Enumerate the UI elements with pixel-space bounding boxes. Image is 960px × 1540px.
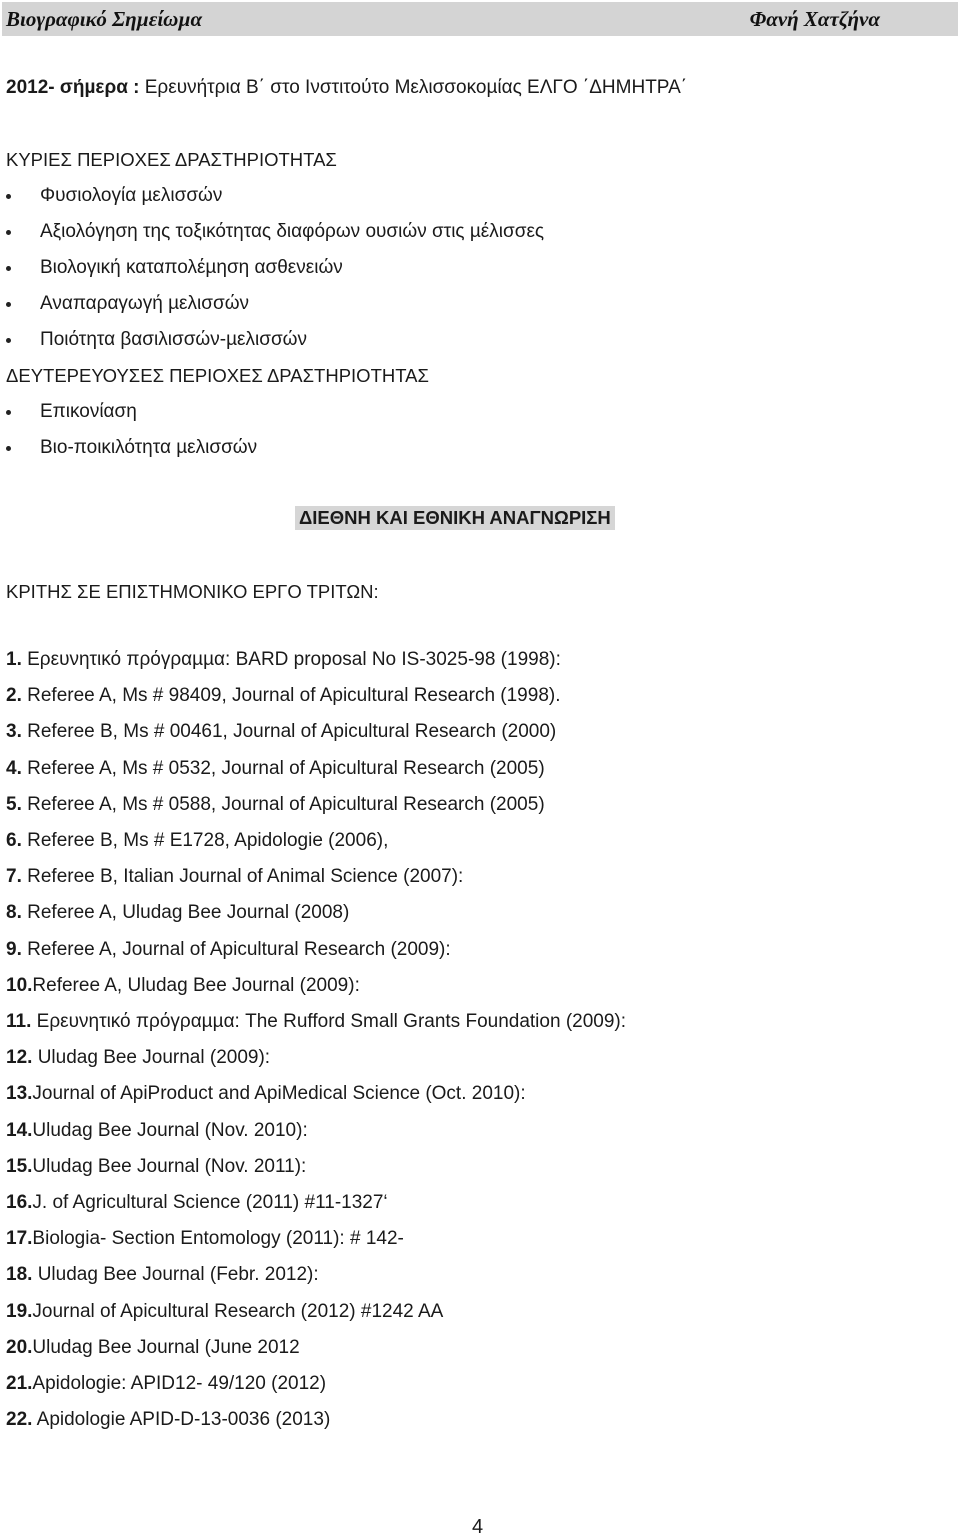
header-document-title: Βιογραφικό Σηµείωµα <box>6 6 203 31</box>
reference-text: Referee A, Uludag Bee Journal (2009): <box>32 974 360 996</box>
reference-number: 7. <box>6 866 22 888</box>
reference-item <box>6 938 451 962</box>
reference-text: Uludag Bee Journal (Nov. 2010): <box>32 1119 308 1141</box>
reference-number: 10. <box>6 974 33 996</box>
reference-item <box>6 1372 326 1396</box>
main-area-item-text: Ποιότητα βασιλισσών-µελισσών <box>40 329 308 350</box>
reference-text: Uludag Bee Journal (Febr. 2012): <box>32 1264 319 1286</box>
reference-number: 11. <box>6 1011 32 1032</box>
reference-item <box>6 793 545 817</box>
reference-number: 3. <box>6 721 22 743</box>
reference-text: Referee B, Ms # 00461, Journal of Apicultural Research (2000) <box>21 721 557 743</box>
reference-number: 4. <box>6 757 22 779</box>
reference-number: 16. <box>6 1192 33 1213</box>
reference-number: 13. <box>6 1083 33 1105</box>
reference-text: Referee B, Italian Journal of Animal Science (2007): <box>21 866 464 888</box>
reference-text: Uludag Bee Journal (2009): <box>32 1047 271 1069</box>
secondary-area-item-text: Βιο-ποικιλότητα µελισσών <box>40 437 258 458</box>
reference-text: J. of Agricultural Science (2011) #11-1327‘ <box>32 1192 388 1213</box>
reference-item <box>6 865 463 889</box>
reference-number: 8. <box>6 902 22 924</box>
reference-text: Ερευνητικό πρόγραµµα: The Rufford Small Grants Foundation (2009): <box>31 1011 627 1032</box>
reference-item <box>6 1227 404 1251</box>
reference-item <box>6 1010 626 1034</box>
reference-item <box>6 1300 443 1324</box>
reference-item <box>6 1191 388 1215</box>
reference-number: 17. <box>6 1228 33 1250</box>
reference-item <box>6 684 561 708</box>
reference-text: Biologia- Section Entomology (2011): # 142- <box>32 1228 404 1250</box>
reference-text: Referee A, Ms # 0588, Journal of Apicultural Research (2005) <box>21 793 545 815</box>
reference-text: Referee A, Ms # 0532, Journal of Apicultural Research (2005) <box>21 757 545 779</box>
reference-number: 2. <box>6 685 22 707</box>
reference-item <box>6 829 388 853</box>
current-position <box>6 76 687 100</box>
reference-text: Referee A, Uludag Bee Journal (2008) <box>21 902 350 924</box>
reference-text: Journal of Apicultural Research (2012) #1242 AA <box>32 1300 444 1322</box>
bullet-icon <box>6 194 11 199</box>
secondary-areas-title: ΔΕΥΤΕΡΕΥΟΥΣΕΣ ΠΕΡΙΟΧΕΣ ΔΡΑΣΤΗΡΙΟΤΗΤΑΣ <box>6 365 429 386</box>
reference-number: 5. <box>6 793 22 815</box>
reference-text: Referee A, Journal of Apicultural Research (2009): <box>21 938 451 960</box>
reference-item <box>6 648 561 672</box>
header-author-name: Φανή Χατζήνα <box>749 6 880 31</box>
reference-number: 14. <box>6 1119 33 1141</box>
judge-title: ΚΡΙΤΗΣ ΣΕ ΕΠΙΣΤΗΜΟΝΙΚΟ ΕΡΓΟ ΤΡΙΤΩΝ: <box>6 581 379 602</box>
main-area-item-text: Φυσιολογία µελισσών <box>40 185 223 206</box>
reference-item <box>6 1082 526 1106</box>
position-period: 2012- σήµερα : <box>6 77 140 98</box>
secondary-area-item-text: Επικονίαση <box>40 401 137 422</box>
page-number: 4 <box>472 1516 484 1538</box>
reference-number: 20. <box>6 1336 33 1358</box>
bullet-icon <box>6 230 11 235</box>
reference-text: Referee A, Ms # 98409, Journal of Apicultural Research (1998). <box>21 685 561 707</box>
page-header <box>2 2 958 36</box>
reference-number: 1. <box>6 649 22 670</box>
reference-item <box>6 1336 300 1360</box>
reference-number: 18. <box>6 1264 33 1286</box>
bullet-icon <box>6 338 11 343</box>
reference-item <box>6 757 545 781</box>
reference-number: 22. <box>6 1409 33 1431</box>
bullet-icon <box>6 302 11 307</box>
reference-number: 9. <box>6 938 22 960</box>
recognition-title: ΔΙΕΘΝΗ ΚΑΙ ΕΘΝΙΚΗ ΑΝΑΓΝΩΡΙΣΗ <box>295 506 615 530</box>
reference-number: 15. <box>6 1155 33 1177</box>
reference-number: 12. <box>6 1047 33 1069</box>
reference-text: Uludag Bee Journal (June 2012 <box>32 1336 300 1358</box>
bullet-icon <box>6 266 11 271</box>
reference-item <box>6 974 360 998</box>
reference-text: Ερευνητικό πρόγραµµα: BARD proposal No IS-3025-98 (1998): <box>21 649 561 670</box>
reference-item <box>6 1119 308 1143</box>
reference-text: Referee B, Ms # E1728, Apidologie (2006), <box>21 830 389 851</box>
reference-item <box>6 720 556 744</box>
reference-number: 6. <box>6 830 22 851</box>
main-area-item-text: Αναπαραγωγή µελισσών <box>40 293 250 314</box>
reference-text: Uludag Bee Journal (Nov. 2011): <box>32 1155 307 1177</box>
main-area-item-text: Αξιολόγηση της τοξικότητας διαφόρων ουσιών στις µέλισσες <box>40 221 545 242</box>
reference-item <box>6 1263 319 1287</box>
bullet-icon <box>6 410 11 415</box>
reference-item <box>6 1155 306 1179</box>
reference-text: Apidologie APID-D-13-0036 (2013) <box>32 1409 331 1431</box>
reference-number: 19. <box>6 1300 33 1322</box>
bullet-icon <box>6 446 11 451</box>
reference-text: Journal of ApiProduct and ApiMedical Science (Oct. 2010): <box>32 1083 526 1105</box>
main-area-item-text: Βιολογική καταπολέµηση ασθενειών <box>40 257 343 278</box>
main-areas-title: ΚΥΡΙΕΣ ΠΕΡΙΟΧΕΣ ΔΡΑΣΤΗΡΙΟΤΗΤΑΣ <box>6 149 337 170</box>
reference-item <box>6 1408 330 1432</box>
reference-number: 21. <box>6 1373 33 1394</box>
position-text: Ερευνήτρια Β΄ στο Ινστιτούτο Μελισσοκοµίας ΕΛΓΟ ΄ΔΗΜΗΤΡΑ΄ <box>139 77 688 98</box>
reference-text: Apidologie: APID12- 49/120 (2012) <box>32 1373 327 1394</box>
reference-item <box>6 1046 270 1070</box>
reference-item <box>6 901 349 925</box>
